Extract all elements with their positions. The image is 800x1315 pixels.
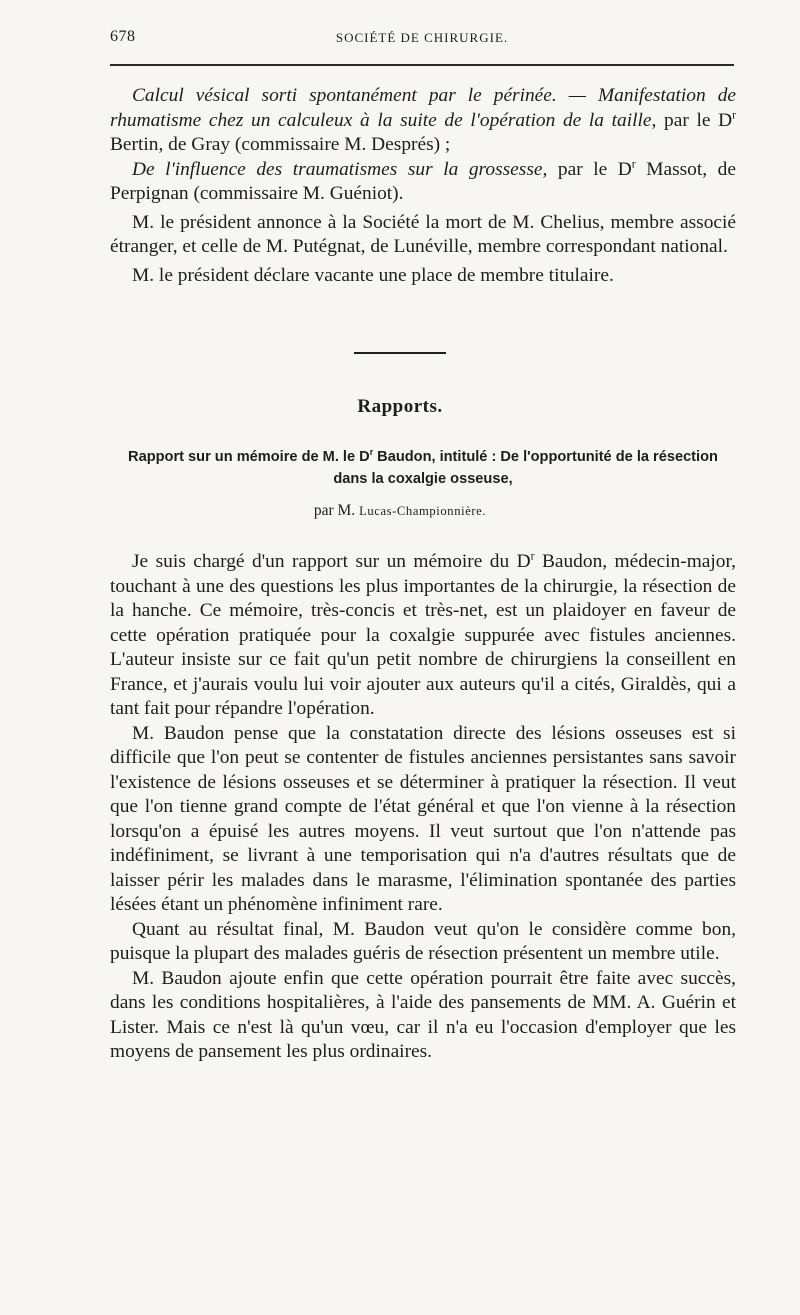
- body-paragraph-1: [110, 550, 736, 722]
- intro-p2-text-end: Massot, de Perpignan (commissaire M. Guéniot).: [110, 158, 736, 204]
- intro-p2-sup: r: [631, 157, 636, 171]
- report-title: [110, 446, 736, 490]
- body-p1-a: Je suis chargé d'un rapport sur un mémoire du D: [132, 551, 531, 572]
- intro-paragraph-1: [110, 84, 736, 158]
- report-author-name: Lucas-Championnière.: [359, 504, 487, 518]
- page-number: 678: [110, 28, 136, 45]
- report-author-prefix: par M.: [313, 502, 360, 519]
- report-title-part2: Baudon, intitulé : De l'opportunité de la résection dans la coxalgie osseuse,: [333, 449, 718, 487]
- body-paragraph-3: Quant au résultat final, M. Baudon veut qu'on le considère comme bon, puisque la plupart des malades guéris de résection présentent un membre utile.: [110, 918, 736, 964]
- intro-paragraph-4: M. le président déclare vacante une place de membre titulaire.: [132, 264, 614, 286]
- running-title: SOCIÉTÉ DE CHIRURGIE.: [335, 30, 509, 45]
- report-body: [110, 550, 736, 1065]
- intro-p2-title: De l'influence des traumatismes sur la grossesse,: [132, 158, 548, 180]
- intro-p1-sup: r: [732, 108, 736, 122]
- header-rule: [110, 64, 734, 66]
- intro-p1-title: Calcul vésical sorti spontanément par le périnée. — Manifestation de rhumatisme chez un calculeux à la suite de l'opération de la taille,: [110, 85, 736, 131]
- body-p1-sup: r: [530, 549, 535, 563]
- intro-p1-text: par le D: [656, 109, 733, 131]
- section-heading: Rapports.: [357, 396, 443, 417]
- intro-p1-text-end: Bertin, de Gray (commissaire M. Després) ;: [110, 134, 451, 155]
- body-paragraph-4: M. Baudon ajoute enfin que cette opération pourrait être faite avec succès, dans les conditions hospitalières, à l'aide des pansements de MM. A. Guérin et Lister. Mais ce n'est là qu'un vœu, car il n'a eu l'occasion d'employer que les moyens de pansement les plus ordinaires.: [110, 967, 736, 1062]
- running-head: [110, 22, 734, 52]
- section-divider: [354, 352, 446, 354]
- body-paragraph-2: M. Baudon pense que la constatation directe des lésions osseuses est si difficile que l'on peut se contenter de fistules anciennes persistantes sans savoir l'existence de lésions osseuses et se déterminer à pratiquer la résection. Il veut que l'on tienne grand compte de l'état général et que l'on vienne à la résection lorsqu'on a épuisé les autres moyens. Il veut surtout que l'on n'attende pas indéfiniment, se livrant à une temporisation qui n'a d'autres résultats que de laisser périr les malades dans le marasme, l'élimination spontanée des parties lésées étant un phénomène infiniment rare.: [110, 722, 736, 915]
- intro-paragraph-3: M. le président annonce à la Société la mort de M. Chelius, membre associé étranger, et celle de M. Putégnat, de Lunéville, membre correspondant national.: [110, 211, 736, 257]
- intro-p2-text: par le D: [547, 158, 632, 180]
- report-title-part1: Rapport sur un mémoire de M. le D: [128, 449, 370, 465]
- intro-paragraph-2: [110, 158, 736, 207]
- report-author: [0, 502, 800, 520]
- body-p1-b: Baudon, médecin-major, touchant à une des questions les plus importantes de la chirurgie, la résection de la hanche. Ce mémoire, très-concis et très-net, est un plaidoyer en faveur de cette opération pratiquée pour la coxalgie suppurée avec fistules anciennes. L'auteur insiste sur ce fait qu'un petit nombre de chirurgiens la conseillent en France, et j'aurais voulu lui voir ajouter aux auteurs qu'il a cités, Giraldès, qui a tant fait pour répandre l'opération.: [110, 551, 736, 719]
- report-title-sup: r: [369, 447, 374, 458]
- intro-block: [110, 84, 736, 288]
